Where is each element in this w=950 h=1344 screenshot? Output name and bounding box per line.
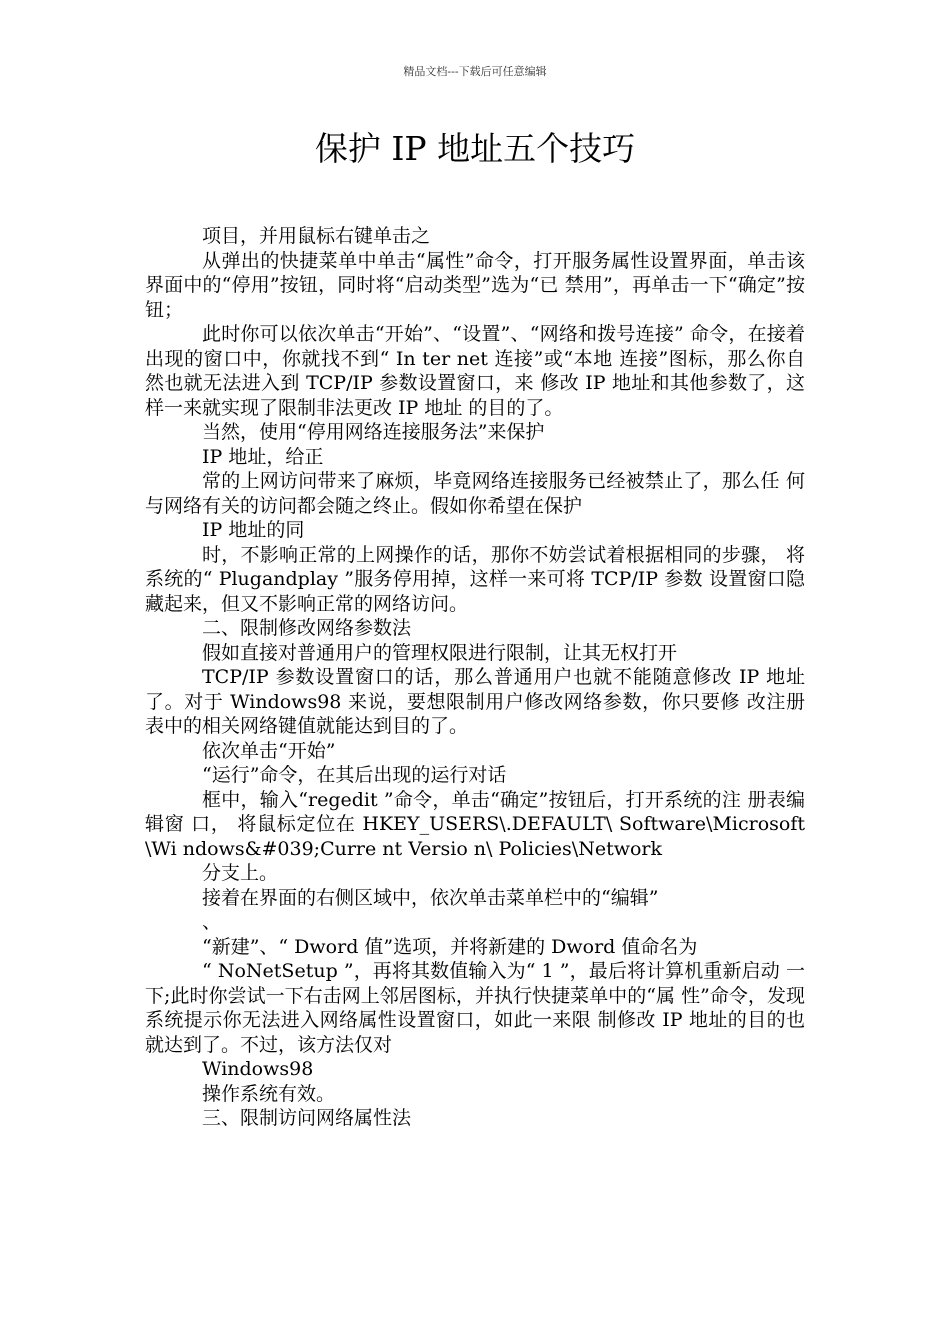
document-title: 保护 IP 地址五个技巧	[314, 129, 636, 168]
paragraph: Windows98	[202, 1058, 314, 1080]
paragraph: 此时你可以依次单击“开始”、“设置”、“网络和拨号连接” 命令，在接着出现的窗口中，你就找不到“ In ter net 连接”或“本地 连接”图标，那么你自然也就无法进入到 TCP/IP 参数设置窗口，来 修改 IP 地址和其他参数了，这样一来就实现了限制非法更改 IP 地址 的目的了。	[145, 323, 805, 419]
paragraph: 分支上。	[202, 862, 279, 884]
paragraph: 常的上网访问带来了麻烦，毕竟网络连接服务已经被禁止了，那么任 何与网络有关的访问都会随之终止。假如你希望在保护	[145, 470, 805, 517]
paragraph: “运行”命令，在其后出现的运行对话	[202, 764, 507, 786]
paragraph: 框中，输入“regedit ”命令，单击“确定”按钮后，打开系统的注 册表编辑窗 口， 将鼠标定位在 HKEY_USERS\.DEFAULT\ Software\Microsoft\Wi ndows&#039;Curre nt Versio n\ Policies\Network	[145, 788, 805, 860]
paragraph: 依次单击“开始”	[202, 739, 336, 762]
paragraph: IP 地址的同	[202, 519, 305, 541]
paragraph: IP 地址，给正	[202, 445, 324, 468]
paragraph: 从弹出的快捷菜单中单击“属性”命令，打开服务属性设置界面，单击该界面中的“停用”按钮，同时将“启动类型”选为“已 禁用”，再单击一下“确定”按钮；	[145, 249, 805, 321]
paragraph: 、	[202, 911, 222, 933]
paragraph: 假如直接对普通用户的管理权限进行限制，让其无权打开	[202, 641, 678, 664]
paragraph: 项目，并用鼠标右键单击之	[202, 225, 431, 247]
paragraph: TCP/IP 参数设置窗口的话，那么普通用户也就不能随意修改 IP 地址 了。对于 Windows98 来说，要想限制用户修改网络参数，你只要修 改注册表中的相关网络键值就能达到目的了。	[145, 666, 805, 737]
paragraph: 当然，使用“停用网络连接服务法”来保护	[202, 421, 545, 443]
document-body	[145, 224, 805, 1131]
section-heading: 二、限制修改网络参数法	[202, 617, 412, 639]
paragraph: 时，不影响正常的上网操作的话，那你不妨尝试着根据相同的步骤， 将系统的“ Plugandplay ”服务停用掉，这样一来可将 TCP/IP 参数 设置窗口隐藏起来，但又不影响正常的网络访问。	[145, 543, 805, 615]
paragraph: “ NoNetSetup ”，再将其数值输入为“ 1 ”，最后将计算机重新启动 一下;此时你尝试一下右击网上邻居图标，并执行快捷菜单中的“属 性”命令，发现系统提示你无法进入网络属性设置窗口，如此一来限 制修改 IP 地址的目的也就达到了。不过，该方法仅对	[145, 960, 805, 1056]
paragraph: 接着在界面的右侧区域中，依次单击菜单栏中的“编辑”	[202, 886, 659, 909]
paragraph: “新建”、“ Dword 值”选项，并将新建的 Dword 值命名为	[202, 935, 698, 958]
page-header-note: 精品文档---下载后可任意编辑	[403, 65, 547, 78]
paragraph: 操作系统有效。	[202, 1082, 336, 1105]
section-heading: 三、限制访问网络属性法	[202, 1107, 412, 1129]
